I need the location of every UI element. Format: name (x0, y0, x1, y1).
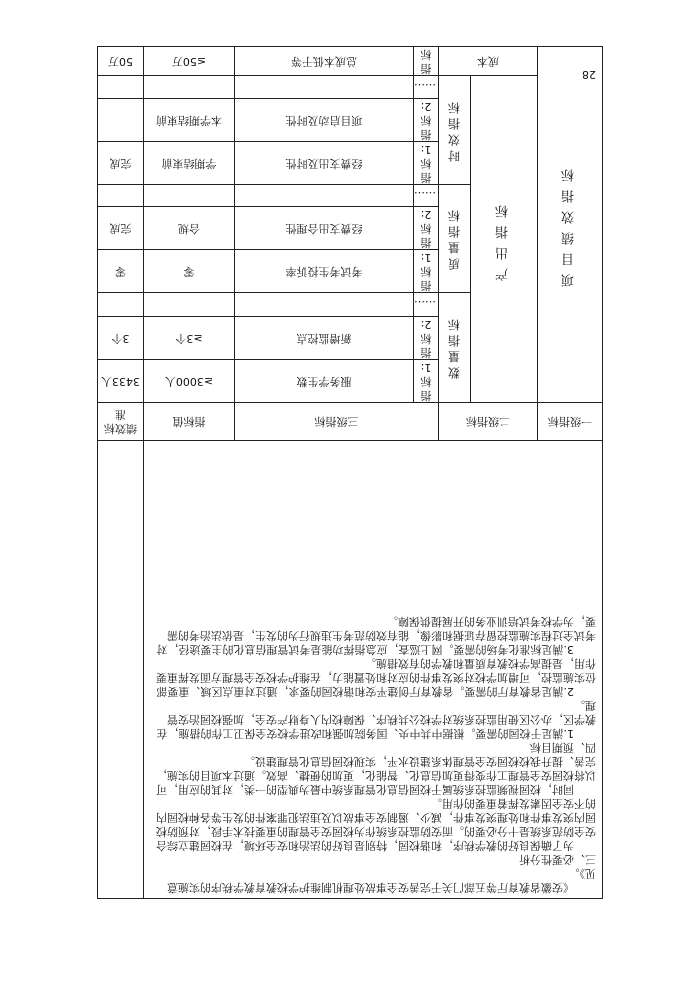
output-label: 产出指标 (496, 197, 511, 281)
body-paragraph: 1.满足于校园的需要。根据中共中央、国务院加强和改进学校安全保卫工作的措施，在教学区，办公区使用监控系统对学校公共秩序、保障校内人身财产安全，加强校园治安管理。 (156, 699, 596, 740)
indicator-target: ≥3个 (144, 317, 235, 360)
indicator-target (144, 185, 235, 207)
indicator-standard (98, 185, 144, 207)
project-label: 项目绩效指标 (562, 161, 577, 288)
indicator-num: 指标2: (414, 207, 439, 250)
indicator-desc (235, 76, 414, 99)
body-paragraph: 2.满足省教育厅的需要。省教育厅创建平安和谐校园的要求，通过对重点区域、重要部位实施监控，可增加学校对突发事件的应对和处置能力，在维护学校安全管理方面发挥重要作用，是提高学校教育质量和教学的有效措施。 (156, 657, 596, 698)
body-paragraph: 为了确保良好的教学秩序，和谐校园，特别是良好的法治和安全环境，在校园建立综合安全防范系统是十分必要的。而安防监控系统作为校园安全管理的重要技术手段，对预防校园内突发事件和处理突发事件，减少、遏制安全事故以及违法犯罪案件的发生等各种校园内的不安全因素发挥着重要的作用。 (156, 797, 596, 852)
indicator-num: …… (414, 293, 439, 317)
section-heading: 三、必要性分析 (519, 853, 596, 866)
indicator-target: 合规 (144, 207, 235, 250)
indicator-desc: 经费支出合理性 (235, 207, 414, 250)
group-name-cell (439, 76, 471, 185)
indicator-desc (235, 185, 414, 207)
page-number: 28 (582, 68, 596, 81)
indicator-standard (98, 99, 144, 142)
body-paragraph: 《安徽省教育厅等五部门关于完善安全事故处理机制维护学校教育教学秩序的实施意见》。 (167, 867, 596, 894)
indicator-standard: 50万 (98, 47, 144, 76)
indicator-num: 指标2: (414, 99, 439, 142)
indicator-target: 学期结束前 (144, 142, 235, 185)
header-target: 指标值 (144, 403, 235, 441)
body-text-block (144, 441, 603, 899)
indicator-target: 本学期结束前 (144, 99, 235, 142)
indicator-standard: 完成 (98, 142, 144, 185)
header-level2: 二级指标 (439, 403, 538, 441)
indicator-desc: 经费支出及时性 (235, 142, 414, 185)
indicator-standard: 零 (98, 250, 144, 293)
indicator-desc: 考试考生投诉率 (235, 250, 414, 293)
body-paragraph: 3.满足标准化考场的需要。网上巡查，应急指挥功能是考试管理信息化的主要途径，对考试全过程实施监控留存证据和影像，能有效防范考生违规行为的发生，是依法治考的需要，为学校考试培训业务的开展提供保障。 (156, 615, 596, 656)
indicator-target (144, 293, 235, 317)
output-label-cell (471, 76, 538, 403)
group-name-timeliness: 时效指标 (447, 98, 462, 162)
project-label-cell (538, 47, 603, 403)
indicator-target: ≥3000人 (144, 360, 235, 403)
indicator-standard (98, 293, 144, 317)
group-name-cell (439, 293, 471, 403)
indicator-standard: 3个 (98, 317, 144, 360)
indicator-desc (235, 293, 414, 317)
section-heading: 四、预期目标 (530, 741, 596, 754)
indicator-num: …… (414, 76, 439, 99)
indicator-num: 指标1: (414, 142, 439, 185)
body-paragraphs (150, 614, 596, 894)
indicator-num: …… (414, 185, 439, 207)
group-name-cell (439, 185, 471, 293)
indicator-num: 指标 (414, 47, 439, 76)
indicator-desc: 新增监控点 (235, 317, 414, 360)
header-level3: 三级指标 (235, 403, 439, 441)
indicator-target: ≤50万 (144, 47, 235, 76)
group-name-quality: 质量指标 (447, 206, 462, 271)
indicator-num: 指标1: (414, 250, 439, 293)
indicator-desc: 服务学生数 (235, 360, 414, 403)
indicator-desc: 总成本低于等 (235, 47, 414, 76)
header-level1: 一级指标 (538, 403, 603, 441)
body-right-margin-cell (98, 441, 144, 899)
indicator-standard: 3433人 (98, 360, 144, 403)
indicator-target: 零 (144, 250, 235, 293)
indicator-target (144, 76, 235, 99)
indicator-standard (98, 76, 144, 99)
indicator-num: 指标2: (414, 317, 439, 360)
indicator-num: 指标1: (414, 360, 439, 403)
indicator-standard: 完成 (98, 207, 144, 250)
header-standard: 绩效标准 (98, 403, 144, 441)
body-paragraph: 同时，校园视频监控系统属于校园信息化管理系统中最为典型的一类，对其的应用，可以将校园安全管理工作变得更加信息化、智能化，更加的便捷、高效。通过本项目的实施，完善、提升我校校园安全管理体系建设水平，实现校园信息化管理建设。 (156, 755, 596, 796)
performance-table (97, 46, 603, 899)
group-name-quantity: 数量指标 (447, 315, 462, 380)
indicator-desc: 项目启动及时性 (235, 99, 414, 142)
group-name-cost: 成本 (439, 47, 538, 76)
